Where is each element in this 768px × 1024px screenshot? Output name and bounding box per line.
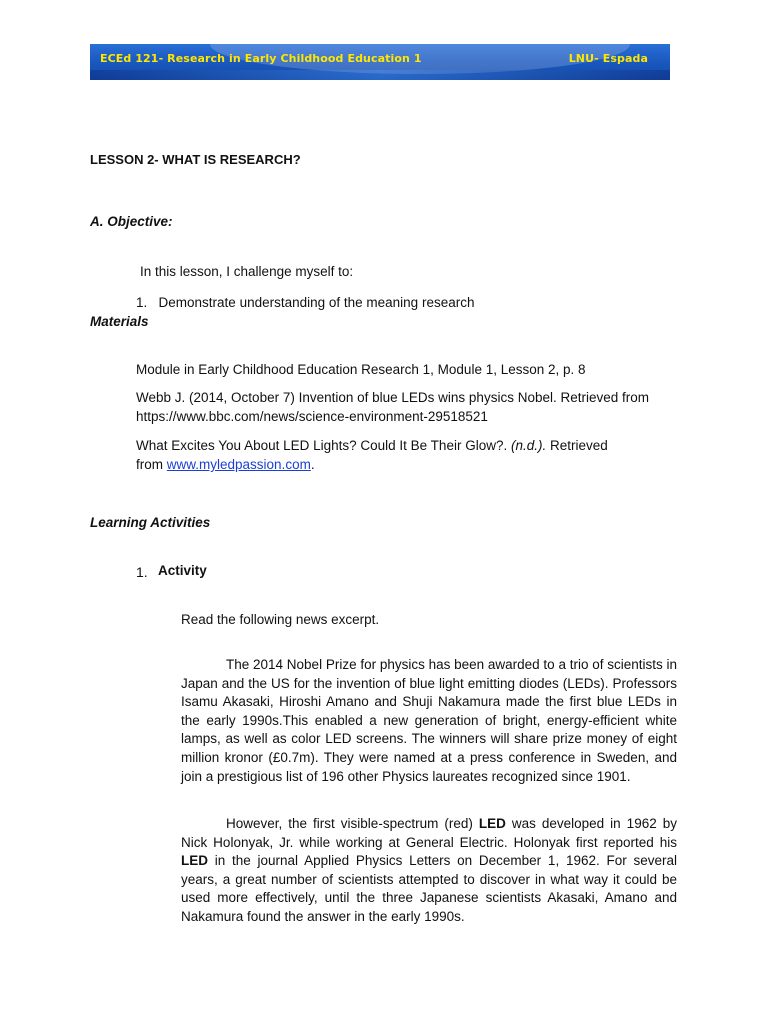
reference-webb-line1: Webb J. (2014, October 7) Invention of blue LEDs wins physics Nobel. Retrieved from [136, 390, 649, 405]
materials-heading: Materials [90, 314, 149, 329]
news-paragraph-2-part-c: in the journal Applied Physics Letters on December 1, 1962. For several years, a great number of scientists attempted to discover in what way it could be used more effectively, until the three Japanese scientists Akasaki, Amano and Nakamura found the answer in the early 1990s. [181, 853, 677, 924]
objective-intro: In this lesson, I challenge myself to: [140, 264, 354, 279]
objective-item-text: Demonstrate understanding of the meaning research [158, 295, 475, 310]
activity-title: Activity [158, 563, 207, 578]
course-title: ECEd 121- Research in Early Childhood Education 1 [100, 52, 422, 65]
activity-number: 1. [136, 564, 148, 580]
news-paragraph-2-part-b: was developed in 1962 by Nick Holonyak, Jr. while working at General Electric. Holonyak first reported his [181, 816, 677, 850]
reference-led-period: . [310, 457, 315, 472]
reference-led-from: from [136, 457, 167, 472]
reference-led-date: (n.d.). [510, 438, 547, 453]
learning-activities-heading: Learning Activities [90, 515, 211, 530]
reference-led-line1 [136, 436, 608, 455]
institution-name: LNU- Espada [568, 52, 648, 65]
led-term: LED [181, 853, 208, 869]
led-term: LED [478, 816, 506, 831]
myledpassion-link[interactable]: www.myledpassion.com [166, 457, 311, 472]
reference-led-title: What Excites You About LED Lights? Could It Be Their Glow?. [136, 438, 511, 453]
objective-item [136, 293, 474, 312]
reference-module: Module in Early Childhood Education Research 1, Module 1, Lesson 2, p. 8 [136, 362, 586, 377]
reference-led-line2 [136, 455, 315, 474]
activity-instruction: Read the following news excerpt. [181, 612, 380, 627]
news-paragraph-2-part-a: However, the first visible-spectrum (red) [226, 816, 479, 831]
lesson-title: LESSON 2- WHAT IS RESEARCH? [90, 152, 301, 167]
reference-led-retrieved: Retrieved [546, 438, 608, 453]
objective-heading: A. Objective: [90, 214, 173, 229]
objective-item-number: 1. [136, 295, 148, 310]
reference-webb-url: https://www.bbc.com/news/science-environment-29518521 [136, 409, 488, 424]
news-paragraph-1: The 2014 Nobel Prize for physics has been awarded to a trio of scientists in Japan and the US for the invention of blue light emitting diodes (LEDs). Professors Isamu Akasaki, Hiroshi Amano and Shuji Nakamura made the first blue LEDs in the early 1990s.This enabled a new generation of bright, energy-efficient white lamps, as well as color LED screens. The winners will share prize money of eight million kronor (£0.7m). They were named at a press conference in Sweden, and join a prestigious list of 196 other Physics laureates recognized since 1901. [181, 657, 677, 784]
news-paragraph-2 [181, 815, 677, 927]
header-banner [90, 44, 670, 80]
